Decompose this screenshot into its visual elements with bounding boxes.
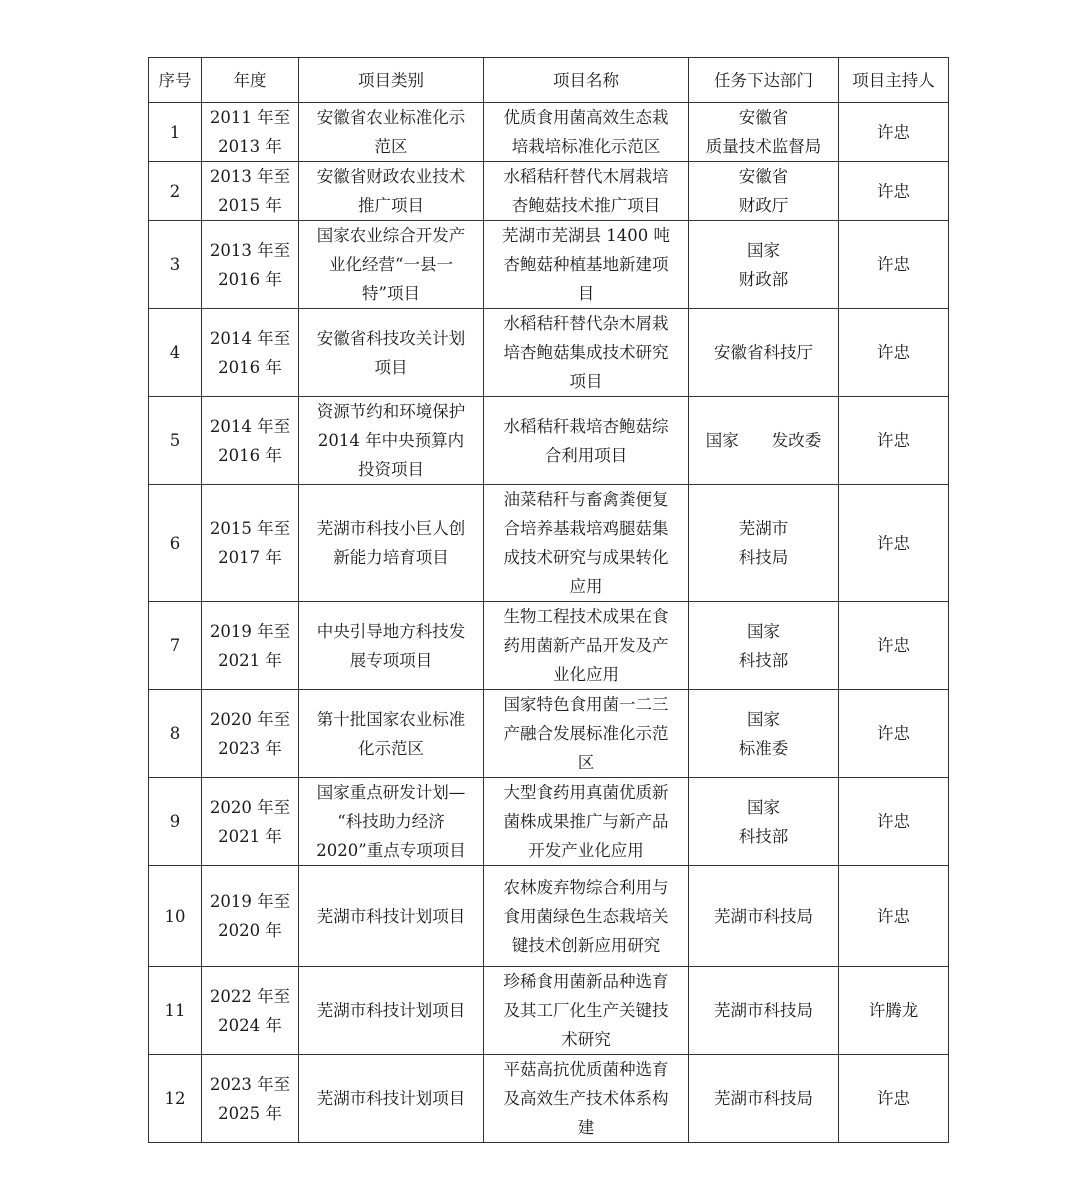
cell-department: [689, 690, 839, 778]
table-body: [149, 103, 949, 1143]
cell-department: [689, 485, 839, 602]
header-category: 项目类别: [299, 58, 484, 103]
table-row: [149, 103, 949, 162]
cell-category-text: 国家重点研发计划— “科技助力经济 2020”重点专项项目: [316, 783, 466, 860]
cell-no: [149, 162, 202, 221]
cell-department: [689, 1055, 839, 1143]
cell-no-text: 7: [169, 636, 181, 655]
cell-year: [202, 221, 299, 309]
cell-department-text: 国家 标准委: [738, 709, 789, 758]
header-year: 年度: [202, 58, 299, 103]
cell-host: [839, 485, 949, 602]
cell-category: [299, 162, 484, 221]
cell-host-text: 许忠: [877, 533, 910, 553]
cell-project-name-text: 国家特色食用菌一二三 产融合发展标准化示范 区: [503, 695, 669, 772]
cell-host-text: 许忠: [877, 906, 910, 926]
cell-project-name: [484, 866, 689, 967]
table-row: [149, 1055, 949, 1143]
cell-host: [839, 778, 949, 866]
cell-category: [299, 778, 484, 866]
cell-category-text: 安徽省农业标准化示 范区: [316, 108, 466, 156]
cell-year-text: 2013 年至 2016 年: [209, 240, 291, 289]
cell-year-text: 2023 年至 2025 年: [209, 1074, 291, 1123]
cell-host-text: 许忠: [877, 812, 910, 831]
cell-project-name-text: 水稻秸秆替代木屑栽培 杏鲍菇技术推广项目: [503, 167, 669, 215]
cell-department-text: 国家 科技部: [738, 621, 789, 670]
cell-department-text: 芜湖市科技局: [714, 1089, 813, 1108]
cell-category-text: 中央引导地方科技发 展专项项目: [316, 621, 466, 670]
cell-department-text: 安徽省科技厅: [714, 343, 813, 362]
cell-category-text: 芜湖市科技小巨人创 新能力培育项目: [316, 519, 466, 567]
cell-year: [202, 1055, 299, 1143]
table-row: [149, 162, 949, 221]
cell-department: [689, 602, 839, 690]
table-header-row: [149, 58, 949, 103]
cell-project-name-text: 优质食用菌高效生态栽 培栽培标准化示范区: [503, 108, 669, 156]
cell-no-text: 6: [169, 533, 181, 553]
header-host: 项目主持人: [839, 58, 949, 103]
cell-host-text: 许忠: [877, 343, 910, 362]
cell-host-text: 许忠: [877, 724, 910, 743]
cell-no: [149, 309, 202, 397]
cell-no: [149, 778, 202, 866]
cell-category-text: 资源节约和环境保护 2014 年中央预算内 投资项目: [316, 402, 466, 479]
cell-year: [202, 967, 299, 1055]
cell-department-text: 芜湖市 科技局: [738, 519, 789, 567]
table-row: [149, 397, 949, 485]
cell-year: [202, 162, 299, 221]
cell-host: [839, 967, 949, 1055]
cell-no-text: 2: [169, 181, 181, 201]
cell-host: [839, 1055, 949, 1143]
cell-category-text: 安徽省财政农业技术 推广项目: [316, 167, 466, 215]
cell-category-text: 芜湖市科技计划项目: [316, 906, 466, 926]
table-row: [149, 221, 949, 309]
table-row: [149, 602, 949, 690]
cell-year: [202, 866, 299, 967]
cell-project-name-text: 大型食药用真菌优质新 菌株成果推广与新产品 开发产业化应用: [503, 783, 669, 860]
cell-project-name-text: 农林废弃物综合利用与 食用菌绿色生态栽培关 键技术创新应用研究: [503, 877, 669, 955]
cell-project-name-text: 水稻秸秆栽培杏鲍菇综 合利用项目: [503, 416, 669, 465]
cell-host-text: 许忠: [877, 122, 910, 142]
cell-no-text: 5: [169, 431, 181, 450]
cell-year-text: 2013 年至 2015 年: [209, 167, 291, 215]
cell-project-name-text: 芜湖市芜湖县 1400 吨 杏鲍菇种植基地新建项 目: [502, 226, 670, 303]
cell-year-text: 2022 年至 2024 年: [209, 986, 291, 1035]
cell-host-text: 许忠: [877, 255, 910, 274]
cell-no: [149, 103, 202, 162]
cell-department-text: 国家 发改委: [705, 431, 822, 450]
cell-host-text: 许忠: [877, 636, 910, 655]
cell-host: [839, 162, 949, 221]
cell-no: [149, 1055, 202, 1143]
header-department: 任务下达部门: [689, 58, 839, 103]
cell-year-text: 2014 年至 2016 年: [209, 328, 291, 377]
cell-year-text: 2020 年至 2021 年: [209, 797, 291, 846]
cell-host-text: 许忠: [877, 181, 910, 201]
cell-year: [202, 690, 299, 778]
cell-category: [299, 221, 484, 309]
cell-no: [149, 485, 202, 602]
cell-host: [839, 397, 949, 485]
cell-department-text: 芜湖市科技局: [714, 906, 813, 926]
cell-category-text: 国家农业综合开发产 业化经营“一县一 特”项目: [316, 226, 466, 303]
table-row: [149, 778, 949, 866]
cell-year-text: 2019 年至 2021 年: [209, 621, 291, 670]
cell-project-name-text: 平菇高抗优质菌种选育 及高效生产技术体系构 建: [503, 1060, 669, 1137]
cell-year-text: 2020 年至 2023 年: [209, 709, 291, 758]
cell-department-text: 安徽省 质量技术监督局: [705, 108, 822, 156]
cell-year: [202, 778, 299, 866]
cell-year-text: 2011 年至 2013 年: [209, 108, 291, 156]
table-row: [149, 967, 949, 1055]
cell-year: [202, 485, 299, 602]
cell-department-text: 安徽省 财政厅: [738, 167, 789, 215]
cell-project-name: [484, 162, 689, 221]
cell-no-text: 12: [164, 1089, 186, 1108]
cell-no-text: 8: [169, 724, 181, 743]
cell-category: [299, 690, 484, 778]
cell-department-text: 国家 科技部: [738, 797, 789, 846]
cell-category: [299, 309, 484, 397]
cell-project-name: [484, 778, 689, 866]
cell-no-text: 4: [169, 343, 181, 362]
cell-project-name: [484, 103, 689, 162]
cell-category: [299, 866, 484, 967]
cell-host-text: 许忠: [877, 1089, 910, 1108]
cell-category: [299, 1055, 484, 1143]
cell-year: [202, 602, 299, 690]
cell-no: [149, 866, 202, 967]
projects-table: [148, 57, 949, 1143]
cell-project-name-text: 生物工程技术成果在食 药用菌新产品开发及产 业化应用: [503, 607, 669, 684]
header-no: 序号: [149, 58, 202, 103]
cell-host: [839, 221, 949, 309]
cell-no: [149, 690, 202, 778]
cell-no: [149, 967, 202, 1055]
table-row: [149, 866, 949, 967]
cell-category-text: 芜湖市科技计划项目: [316, 1089, 466, 1108]
cell-department: [689, 967, 839, 1055]
cell-category: [299, 485, 484, 602]
cell-no-text: 3: [169, 255, 181, 274]
cell-category: [299, 967, 484, 1055]
cell-category-text: 第十批国家农业标准 化示范区: [316, 709, 466, 758]
cell-project-name: [484, 221, 689, 309]
cell-department: [689, 778, 839, 866]
cell-category: [299, 397, 484, 485]
cell-year: [202, 103, 299, 162]
cell-host-text: 许腾龙: [868, 1001, 919, 1020]
cell-no-text: 1: [169, 122, 181, 142]
cell-department-text: 芜湖市科技局: [714, 1001, 813, 1020]
cell-year-text: 2015 年至 2017 年: [209, 519, 291, 567]
cell-department: [689, 103, 839, 162]
cell-year: [202, 309, 299, 397]
cell-year: [202, 397, 299, 485]
cell-host: [839, 690, 949, 778]
table-row: [149, 485, 949, 602]
header-project-name: 项目名称: [484, 58, 689, 103]
cell-department: [689, 162, 839, 221]
cell-project-name-text: 珍稀食用菌新品种选育 及其工厂化生产关键技 术研究: [503, 972, 669, 1049]
cell-department: [689, 309, 839, 397]
cell-host: [839, 602, 949, 690]
cell-department-text: 国家 财政部: [738, 240, 789, 289]
cell-project-name: [484, 602, 689, 690]
cell-category-text: 安徽省科技攻关计划 项目: [316, 328, 466, 377]
cell-no-text: 9: [169, 812, 181, 831]
cell-host-text: 许忠: [877, 431, 910, 450]
cell-no: [149, 397, 202, 485]
cell-category: [299, 602, 484, 690]
cell-no: [149, 221, 202, 309]
cell-no-text: 11: [164, 1001, 186, 1020]
cell-project-name: [484, 1055, 689, 1143]
cell-host: [839, 103, 949, 162]
cell-year-text: 2014 年至 2016 年: [209, 416, 291, 465]
cell-host: [839, 309, 949, 397]
cell-project-name: [484, 485, 689, 602]
cell-project-name: [484, 309, 689, 397]
cell-project-name: [484, 967, 689, 1055]
cell-project-name: [484, 690, 689, 778]
cell-department: [689, 397, 839, 485]
cell-category-text: 芜湖市科技计划项目: [316, 1001, 466, 1020]
cell-no-text: 10: [164, 906, 186, 926]
cell-year-text: 2019 年至 2020 年: [209, 892, 291, 940]
table-row: [149, 690, 949, 778]
cell-project-name: [484, 397, 689, 485]
cell-project-name-text: 水稻秸秆替代杂木屑栽 培杏鲍菇集成技术研究 项目: [503, 314, 669, 391]
cell-host: [839, 866, 949, 967]
cell-no: [149, 602, 202, 690]
table-row: [149, 309, 949, 397]
cell-department: [689, 221, 839, 309]
cell-project-name-text: 油菜秸秆与畜禽粪便复 合培养基栽培鸡腿菇集 成技术研究与成果转化 应用: [503, 490, 669, 596]
cell-category: [299, 103, 484, 162]
cell-department: [689, 866, 839, 967]
